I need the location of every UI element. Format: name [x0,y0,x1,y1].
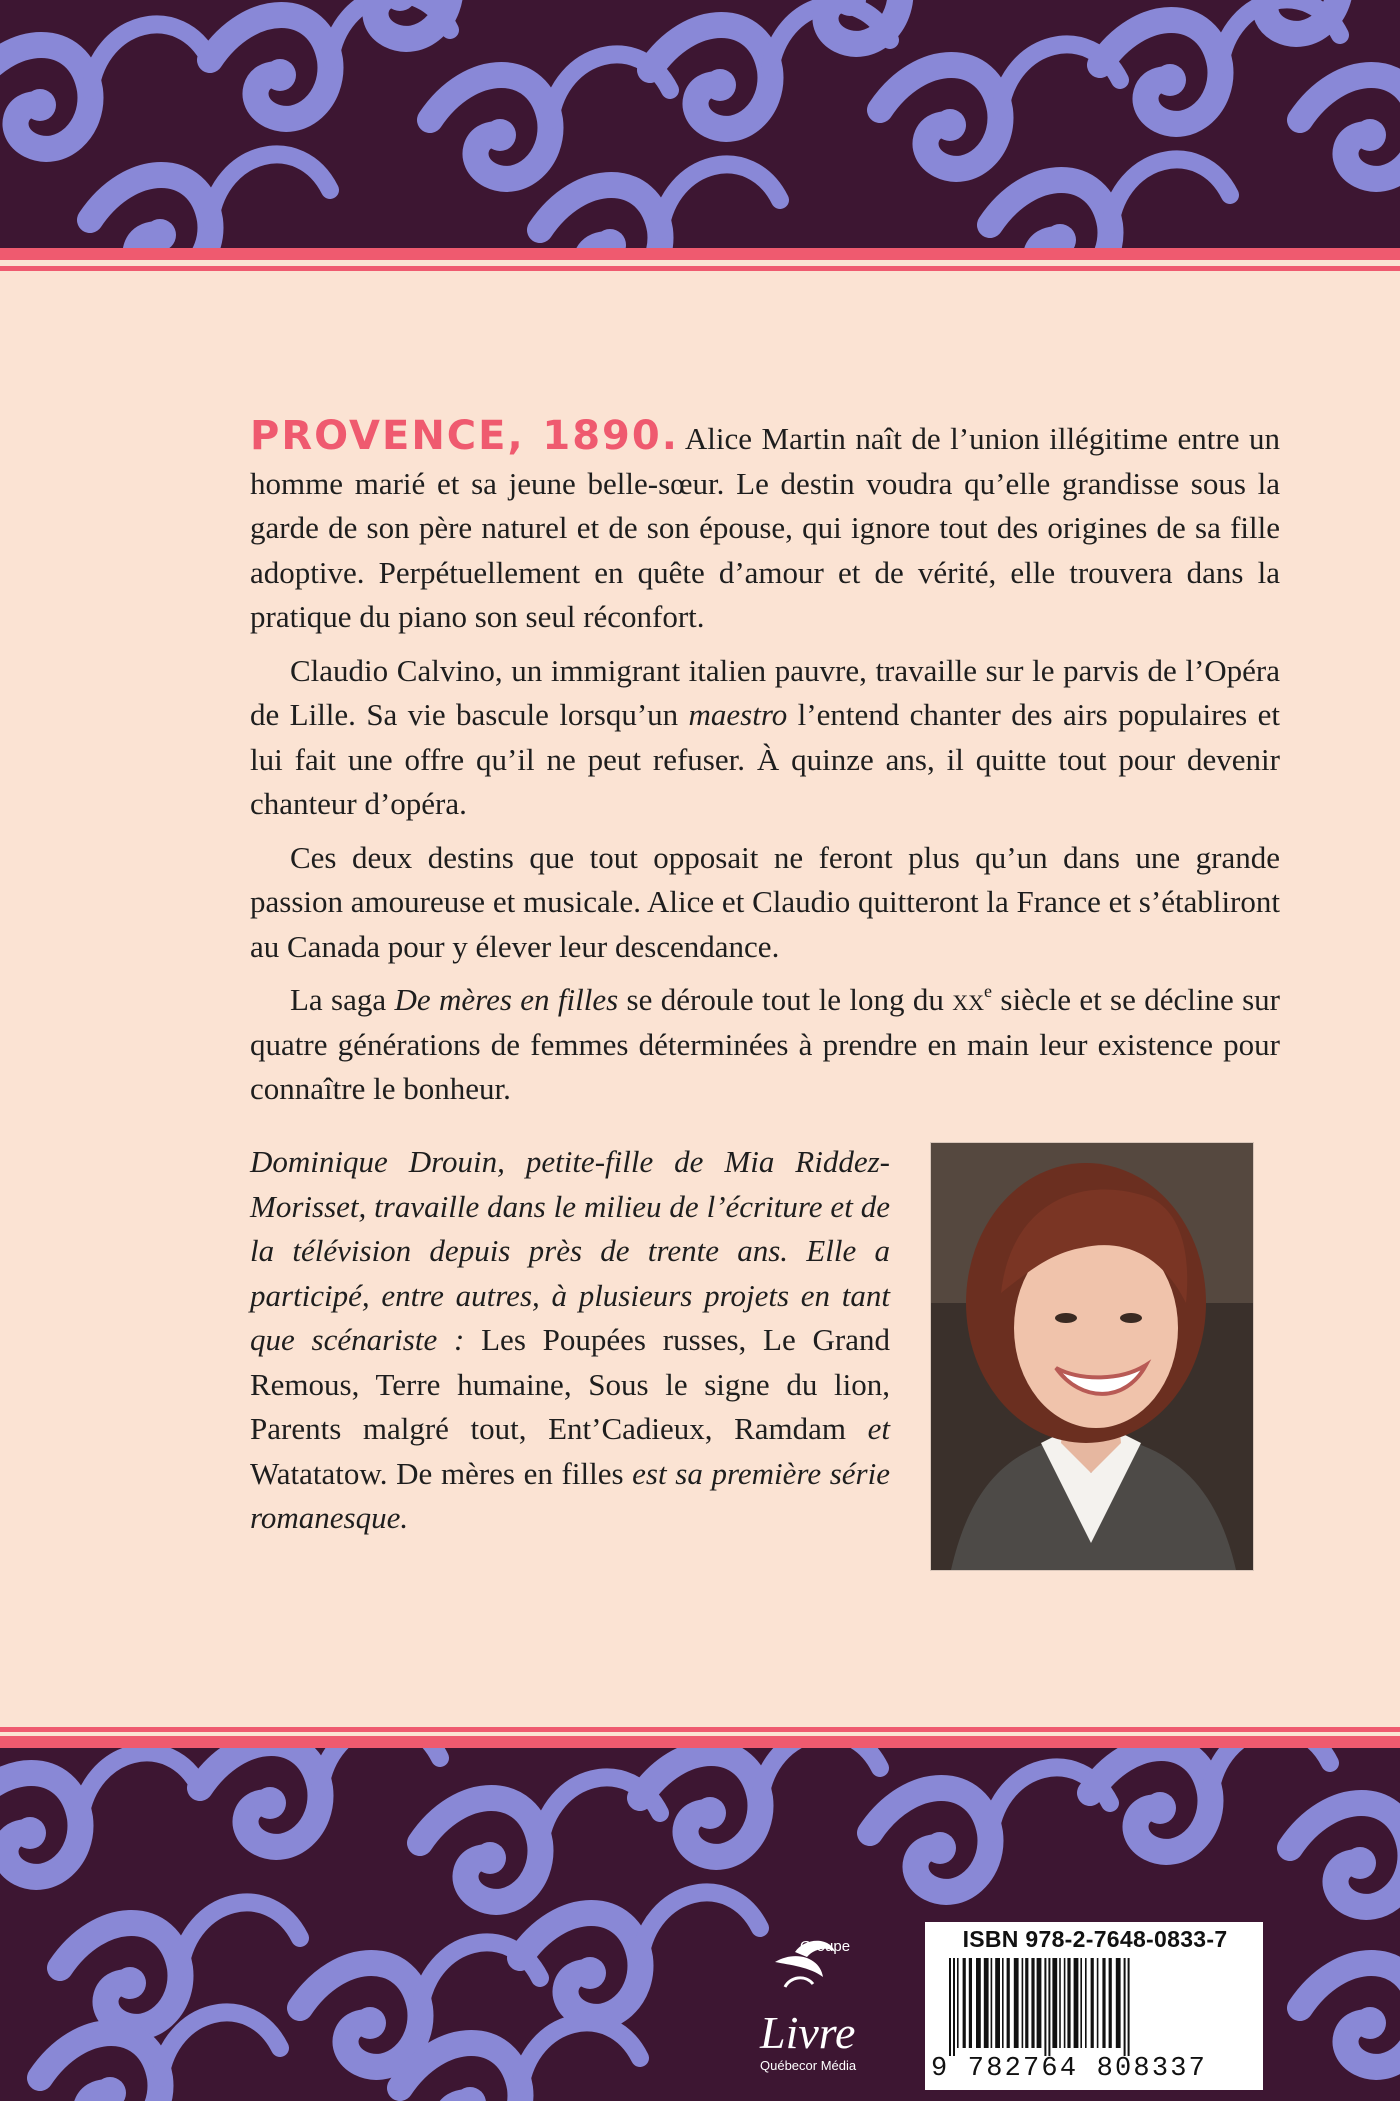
author-portrait-illustration [931,1143,1253,1570]
publisher-name: Livre [760,2007,856,2058]
synopsis-paragraph-3 [250,836,1280,970]
barcode-bar [984,1958,989,2048]
swirl-pattern-top [0,0,1400,248]
bio-outro: est sa première série romanesque. [250,1455,890,1535]
top-ornament-band [0,0,1400,248]
barcode-bar [1031,1958,1034,2048]
synopsis-text-4b: se déroule tout le long du [618,982,953,1017]
synopsis [250,414,1280,1121]
barcode-digits: 9 782764 808337 [931,2054,1208,2084]
accent-stripe [0,248,1400,260]
barcode-bar [1116,1958,1121,2048]
barcode-bar [1080,1958,1082,2048]
barcode-bar [1037,1958,1042,2048]
barcode-bar [1014,1958,1019,2048]
author-photo [930,1142,1254,1571]
barcode-bar [1124,1958,1126,2056]
barcode-bar [1091,1958,1094,2048]
barcode-bar [1109,1958,1112,2048]
isbn-barcode-block [925,1922,1263,2090]
bio-titles-a: Les Poupées russes, Le Grand Remous, Terre humaine, Sous le signe du lion, Parents malgré tout, Ent’Cadieux, Ramdam [250,1322,890,1446]
barcode-bar [969,1958,972,2048]
barcode-bar [995,1958,1000,2048]
synopsis-text-4a: La saga [290,982,395,1017]
barcode-bar [1025,1958,1028,2048]
barcode-bar [1085,1958,1087,2048]
heading-place: PROVENCE [250,413,508,459]
synopsis-text-3: Ces deux destins que tout opposait ne feront plus qu’un dans une grande passion amoureuse et musicale. Alice et Claudio quitteront la France et s’établiront au Canada pour y élever leur descendance. [250,839,1280,964]
synopsis-paragraph-2 [250,649,1280,827]
synopsis-text-2-italic: maestro [688,697,788,732]
barcode-bar [1059,1958,1061,2048]
series-title: De mères en filles [394,982,619,1017]
accent-stripe [0,1736,1400,1748]
accent-stripe-thin [0,1727,1400,1732]
synopsis-text-2b: l’entend chanter des airs populaires et lui fait une offre qu’il ne peut refuser. À quinze ans, il quitte tout pour devenir chanteur d’opéra. [250,697,1280,821]
barcode-bar [1048,1958,1050,2056]
barcode-bar [1002,1958,1004,2048]
publisher-media-label: Québecor Média [760,2058,857,2073]
accent-stripe-thin [0,266,1400,271]
barcode-bar [1064,1958,1066,2048]
synopsis-text-2a: Claudio Calvino, un immigrant italien pauvre, travaille sur le parvis de l’Opéra de Lille. Sa vie bascule lorsqu’un [250,652,1280,732]
bio-et: et [867,1411,890,1446]
synopsis-text-1: Alice Martin naît de l’union illégitime entre un homme marié et sa jeune belle-sœur. Le destin voudra qu’elle grandisse sous la garde de son père naturel et de son épouse, qui ignore tout des origines de sa fille adoptive. Perpétuellement en quête d’amour et de vérité, elle trouvera dans la pratique du piano son seul réconfort. [250,421,1280,634]
barcode-bar [949,1958,951,2056]
barcode-icon [947,1958,1247,2056]
barcode-bar [1052,1958,1057,2048]
author-bio [250,1140,890,1541]
barcode-bar [1022,1958,1024,2048]
barcode-bar [1128,1958,1130,2056]
barcode-bar [1067,1958,1070,2048]
bio-intro: Dominique Drouin, petite-fille de Mia Riddez-Morisset, travaille dans le milieu de l’écriture et de la télévision depuis près de trente ans. Elle a participé, entre autres, à plusieurs projets en tant que scénariste : [250,1144,890,1357]
barcode-bar [976,1958,981,2048]
barcode-bar [953,1958,955,2056]
barcode-bar [1102,1958,1105,2048]
synopsis-paragraph-1 [250,414,1280,640]
barcode-bar [1044,1958,1046,2056]
bio-titles-b: Watatatow. De mères en filles [250,1455,633,1491]
heading-year: , 1890. [507,413,679,459]
barcode-bar [1074,1958,1079,2048]
barcode-bar [957,1958,959,2048]
barcode-bar [1097,1958,1099,2048]
synopsis-heading [250,413,679,459]
synopsis-text-4c: siècle et se décline sur quatre générations de femmes déterminées à prendre en main leur existence pour connaître le bonheur. [250,982,1280,1106]
publisher-group-label: Groupe [800,1938,851,1955]
synopsis-paragraph-4 [250,978,1280,1112]
barcode-bar [963,1958,966,2048]
isbn-label: ISBN 978-2-7648-0833-7 [962,1926,1228,1952]
barcode-bar [991,1958,993,2048]
barcode-bar [1007,1958,1010,2048]
century-suffix: e [984,980,993,1001]
century-numeral: xx [952,982,985,1017]
